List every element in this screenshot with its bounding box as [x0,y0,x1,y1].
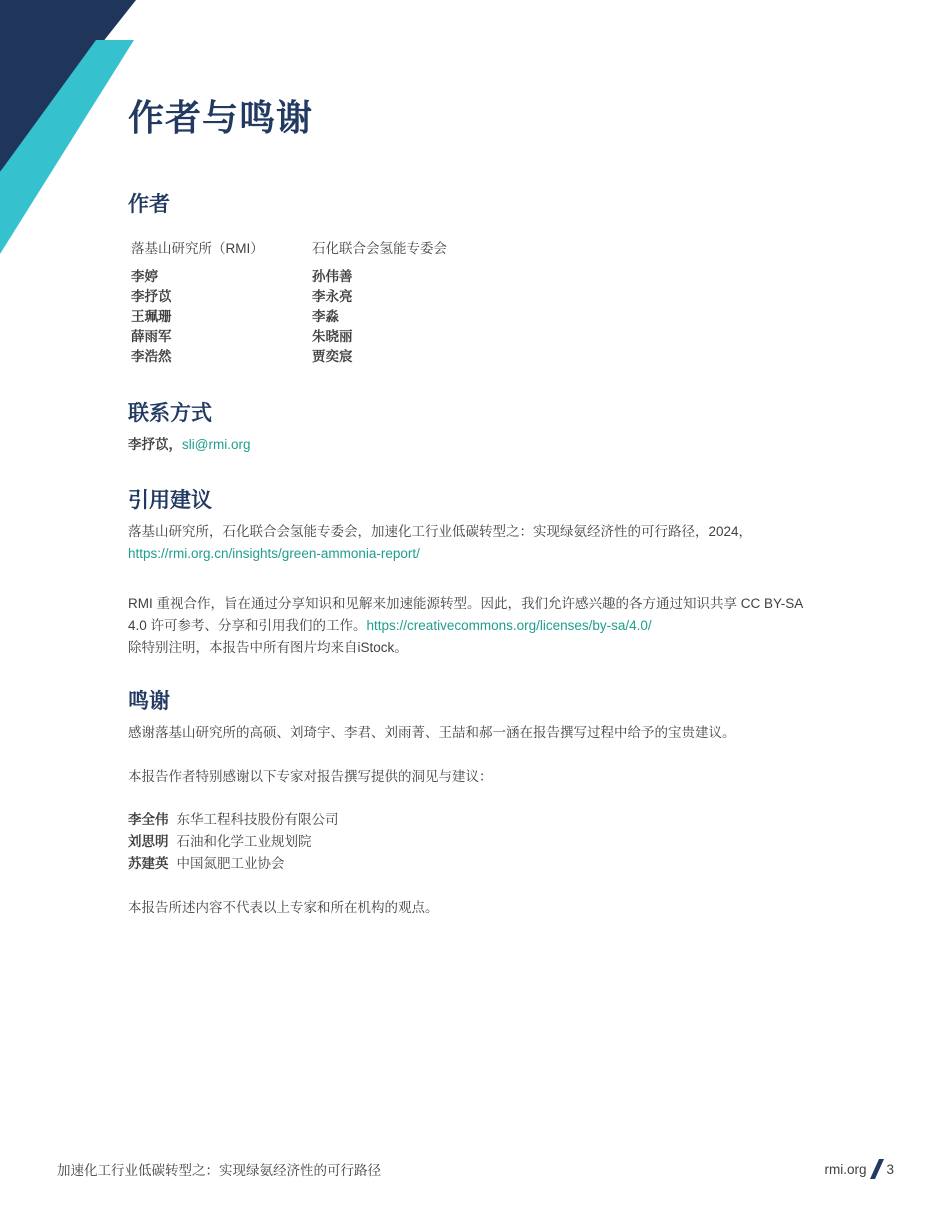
experts-intro: 本报告作者特别感谢以下专家对报告撰写提供的洞见与建议： [128,769,493,784]
citation-text: 落基山研究所，石化联合会氢能专委会，加速化工行业低碳转型之：实现绿氨经济性的可行路径，2024， [128,524,753,539]
contact-name: 李抒苡， [128,437,182,452]
author-list-rmi [131,267,172,367]
footer-page-info [824,1159,894,1179]
expert-org: 东华工程科技股份有限公司 [176,812,339,827]
author-name: 朱晓丽 [312,329,353,344]
expert-name: 苏建英 [128,856,169,871]
author-name: 孙伟善 [312,269,353,284]
author-name: 李浩然 [131,349,172,364]
license-line-1: RMI 重视合作，旨在通过分享知识和见解来加速能源转型。因此，我们允许感兴趣的各方通过知识共享 CC BY-SA [128,596,804,611]
authors-heading: 作者 [128,193,170,216]
contact-email-link[interactable]: sli@rmi.org [182,437,251,452]
acknowledgements-heading: 鸣谢 [128,690,170,713]
author-name: 贾奕宸 [312,349,353,364]
author-org-rmi: 落基山研究所（RMI） [131,241,264,256]
expert-item [128,809,339,831]
footer-report-title: 加速化工行业低碳转型之：实现绿氨经济性的可行路径 [57,1163,381,1178]
page-title: 作者与鸣谢 [128,97,314,138]
contact-heading: 联系方式 [128,402,212,425]
author-name: 李婷 [131,269,158,284]
citation-heading: 引用建议 [128,489,212,512]
photo-credit-note: 除特别注明，本报告中所有图片均来自iStock。 [128,640,408,655]
citation-url-line [128,543,420,565]
author-name: 薛雨军 [131,329,172,344]
expert-name: 李全伟 [128,812,169,827]
license-text: 4.0 许可参考、分享和引用我们的工作。 [128,618,367,633]
experts-list [128,809,339,875]
expert-item [128,853,339,875]
expert-name: 刘思明 [128,834,169,849]
contact-line [128,434,250,456]
expert-org: 中国氮肥工业协会 [176,856,285,871]
slash-icon [870,1159,884,1179]
expert-org: 石油和化学工业规划院 [176,834,312,849]
author-name: 李永亮 [312,289,353,304]
citation-url-link[interactable]: https://rmi.org.cn/insights/green-ammonia-report/ [128,546,420,561]
license-url-link[interactable]: https://creativecommons.org/licenses/by-sa/4.0/ [366,618,652,633]
author-name: 李淼 [312,309,339,324]
author-name: 李抒苡 [131,289,172,304]
thanks-text: 感谢落基山研究所的高硕、刘琦宇、李君、刘雨菁、王喆和郝一涵在报告撰写过程中给予的宝贵建议。 [128,725,736,740]
author-list-cpcif [312,267,353,367]
expert-item [128,831,339,853]
disclaimer-text: 本报告所述内容不代表以上专家和所在机构的观点。 [128,900,439,915]
author-name: 王珮珊 [131,309,172,324]
footer-site: rmi.org [824,1161,867,1177]
footer-page-number: 3 [886,1161,894,1177]
license-line-2 [128,615,652,637]
corner-decoration [0,0,140,260]
author-org-cpcif: 石化联合会氢能专委会 [312,241,447,256]
